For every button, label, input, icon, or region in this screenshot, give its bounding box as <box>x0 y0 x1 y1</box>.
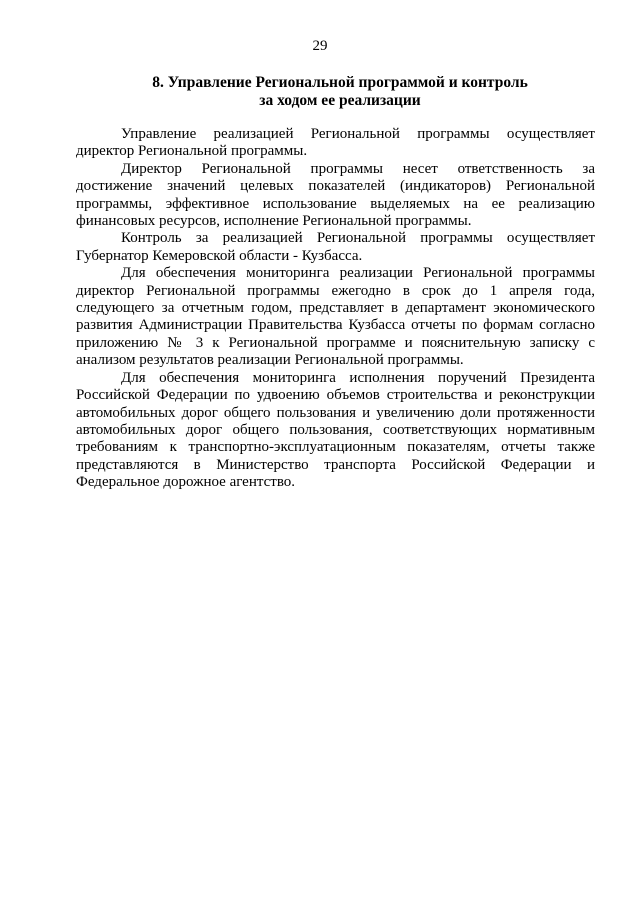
paragraph-presidential-instructions: Для обеспечения мониторинга исполнения поручений Президента Российской Федерации по удвоению объемов строительства и реконструкции автомобильных дорог общего пользования и увеличению доли протяженности автомобильных дорог общего пользования, соответствующих нормативным требованиям к транспортно-эксплуатационным показателям, отчеты также представляются в Министерство транспорта Российской Федерации и Федеральное дорожное агентство. <box>76 369 595 491</box>
paragraph-director-responsibility: Директор Региональной программы несет ответственность за достижение значений целевых показателей (индикаторов) Региональной программы, эффективное использование выделяемых на ее реализацию финансовых ресурсов, исполнение Региональной программы. <box>76 160 595 230</box>
paragraph-control: Контроль за реализацией Региональной программы осуществляет Губернатор Кемеровской области - Кузбасса. <box>76 230 595 264</box>
section-heading <box>90 74 590 110</box>
section-heading-line-1: 8. Управление Региональной программой и контроль <box>152 74 528 91</box>
section-heading-line-2: за ходом ее реализации <box>259 92 421 109</box>
paragraph-management: Управление реализацией Региональной программы осуществляет директор Региональной программы. <box>76 126 595 160</box>
page-number: 29 <box>312 38 328 54</box>
paragraph-monitoring-reports: Для обеспечения мониторинга реализации Региональной программы директор Региональной программы ежегодно в срок до 1 апреля года, следующего за отчетным годом, представляет в департамент экономического развития Администрации Правительства Кузбасса отчеты по формам согласно приложению № 3 к Региональной программе и пояснительную записку с анализом результатов реализации Региональной программы. <box>76 265 595 369</box>
section-body <box>76 126 595 492</box>
